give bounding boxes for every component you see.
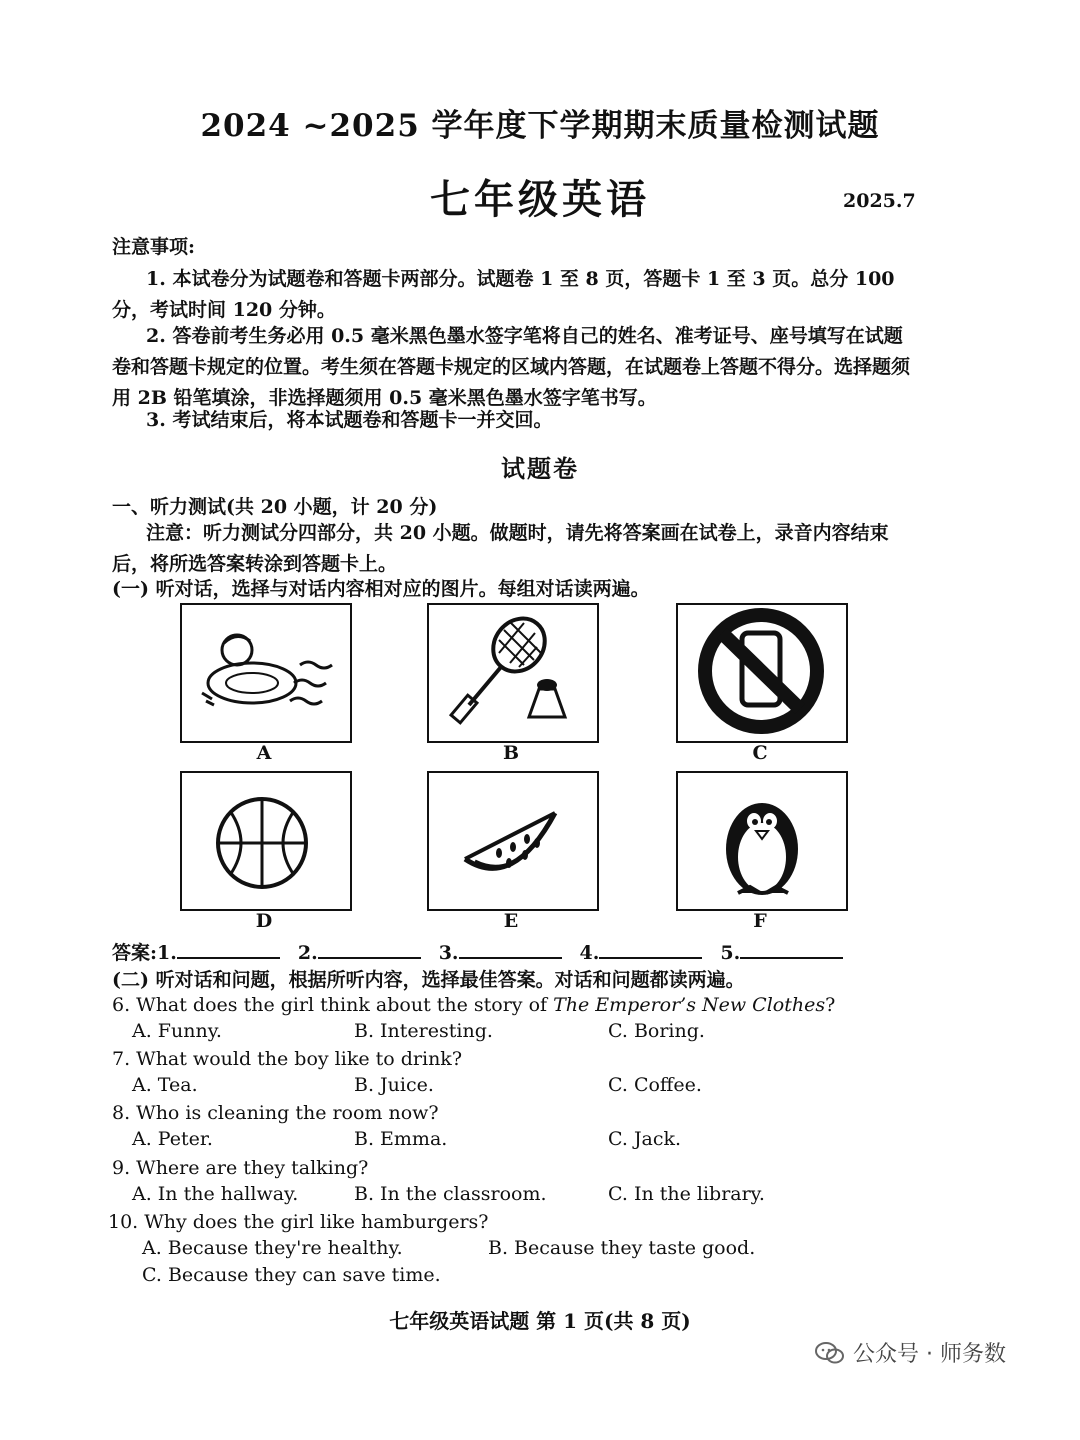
- watermelon-icon: [429, 773, 597, 909]
- option-8c[interactable]: C. Jack.: [608, 1128, 682, 1150]
- question-stem: 6. What does the girl think about the story of: [112, 994, 554, 1016]
- question-9: 9. Where are they talking?: [112, 1157, 369, 1179]
- option-9c[interactable]: C. In the library.: [608, 1183, 765, 1205]
- option-10b[interactable]: B. Because they taste good.: [488, 1237, 756, 1259]
- answer-blank-2[interactable]: [318, 939, 421, 959]
- option-7b[interactable]: B. Juice.: [354, 1074, 434, 1096]
- watermark: [815, 1337, 1006, 1368]
- question-10: 10. Why does the girl like hamburgers?: [108, 1211, 489, 1233]
- picture-a: [180, 603, 352, 743]
- picture-b: [427, 603, 599, 743]
- option-7a[interactable]: A. Tea.: [132, 1074, 198, 1096]
- question-8: 8. Who is cleaning the room now?: [112, 1102, 439, 1124]
- paper-title: 试题卷: [501, 454, 579, 483]
- question-stem-italic: The Emperor’s New Clothes: [553, 994, 826, 1016]
- answer-number-4: 4.: [579, 942, 600, 964]
- question-7: 7. What would the boy like to drink?: [112, 1048, 463, 1070]
- swimming-icon: [182, 605, 350, 741]
- option-6c[interactable]: C. Boring.: [608, 1020, 705, 1042]
- option-6a[interactable]: A. Funny.: [132, 1020, 222, 1042]
- notice-item-2: 2. 答卷前考生务必用 0.5 毫米黑色墨水签字笔将自己的姓名、准考证号、座号填写在试题卷和答题卡规定的位置。考生须在答题卡规定的区域内答题，在试题卷上答题不得分。选择题须用 2B 铅笔填涂，非选择题须用 0.5 毫米黑色墨水签字笔书写。: [112, 325, 911, 409]
- wechat-icon: [815, 1341, 845, 1365]
- picture-f: [676, 771, 848, 911]
- picture-label-c: C: [752, 742, 768, 764]
- option-10a[interactable]: A. Because they're healthy.: [142, 1237, 403, 1259]
- option-6b[interactable]: B. Interesting.: [354, 1020, 493, 1042]
- answer-blank-1[interactable]: [177, 939, 280, 959]
- part1-title: (一) 听对话，选择与对话内容相对应的图片。每组对话读两遍。: [112, 578, 650, 600]
- answer-blank-4[interactable]: [599, 939, 702, 959]
- basketball-icon: [182, 773, 350, 909]
- picture-e: [427, 771, 599, 911]
- part2-title: (二) 听对话和问题，根据所听内容，选择最佳答案。对话和问题都读两遍。: [112, 969, 745, 991]
- badminton-icon: [429, 605, 597, 741]
- option-7c[interactable]: C. Coffee.: [608, 1074, 702, 1096]
- option-8b[interactable]: B. Emma.: [354, 1128, 448, 1150]
- section-title: 一、听力测试(共 20 小题，计 20 分): [112, 496, 438, 518]
- picture-label-a: A: [256, 742, 272, 764]
- exam-date: 2025.7: [843, 190, 916, 212]
- picture-c: [676, 603, 848, 743]
- answer-line: [112, 938, 861, 965]
- penguin-icon: [678, 773, 846, 909]
- answer-blank-5[interactable]: [740, 939, 843, 959]
- answer-prefix: 答案:: [112, 942, 158, 964]
- page-footer: 七年级英语试题 第 1 页(共 8 页): [389, 1309, 691, 1333]
- option-9b[interactable]: B. In the classroom.: [354, 1183, 547, 1205]
- watermark-text: 公众号 · 师务数: [853, 1342, 1006, 1367]
- picture-label-b: B: [502, 742, 520, 764]
- notice-item-3: 3. 考试结束后，将本试题卷和答题卡一并交回。: [146, 409, 553, 431]
- option-9a[interactable]: A. In the hallway.: [132, 1183, 299, 1205]
- question-6: [112, 992, 835, 1018]
- picture-label-e: E: [503, 910, 519, 932]
- picture-d: [180, 771, 352, 911]
- subject-title: 七年级英语: [430, 176, 650, 223]
- question-stem-end: ?: [825, 994, 836, 1016]
- notice-item-1: 1. 本试卷分为试题卷和答题卡两部分。试题卷 1 至 8 页，答题卡 1 至 3 页。总分 100 分，考试时间 120 分钟。: [112, 268, 895, 321]
- answer-number-2: 2.: [297, 942, 318, 964]
- exam-title: 2024 ~2025 学年度下学期期末质量检测试题: [200, 108, 880, 144]
- option-8a[interactable]: A. Peter.: [132, 1128, 213, 1150]
- picture-label-f: F: [753, 910, 767, 932]
- option-10c[interactable]: C. Because they can save time.: [142, 1264, 441, 1286]
- answer-number-5: 5.: [720, 942, 741, 964]
- answer-blank-3[interactable]: [459, 939, 562, 959]
- notice-heading: 注意事项:: [112, 236, 196, 258]
- no-phone-icon: [678, 605, 846, 741]
- answer-number-3: 3.: [438, 942, 459, 964]
- picture-label-d: D: [255, 910, 273, 932]
- answer-number-1: 1.: [157, 942, 177, 964]
- section-note: 注意：听力测试分四部分，共 20 小题。做题时，请先将答案画在试卷上，录音内容结束后，将所选答案转涂到答题卡上。: [112, 522, 889, 575]
